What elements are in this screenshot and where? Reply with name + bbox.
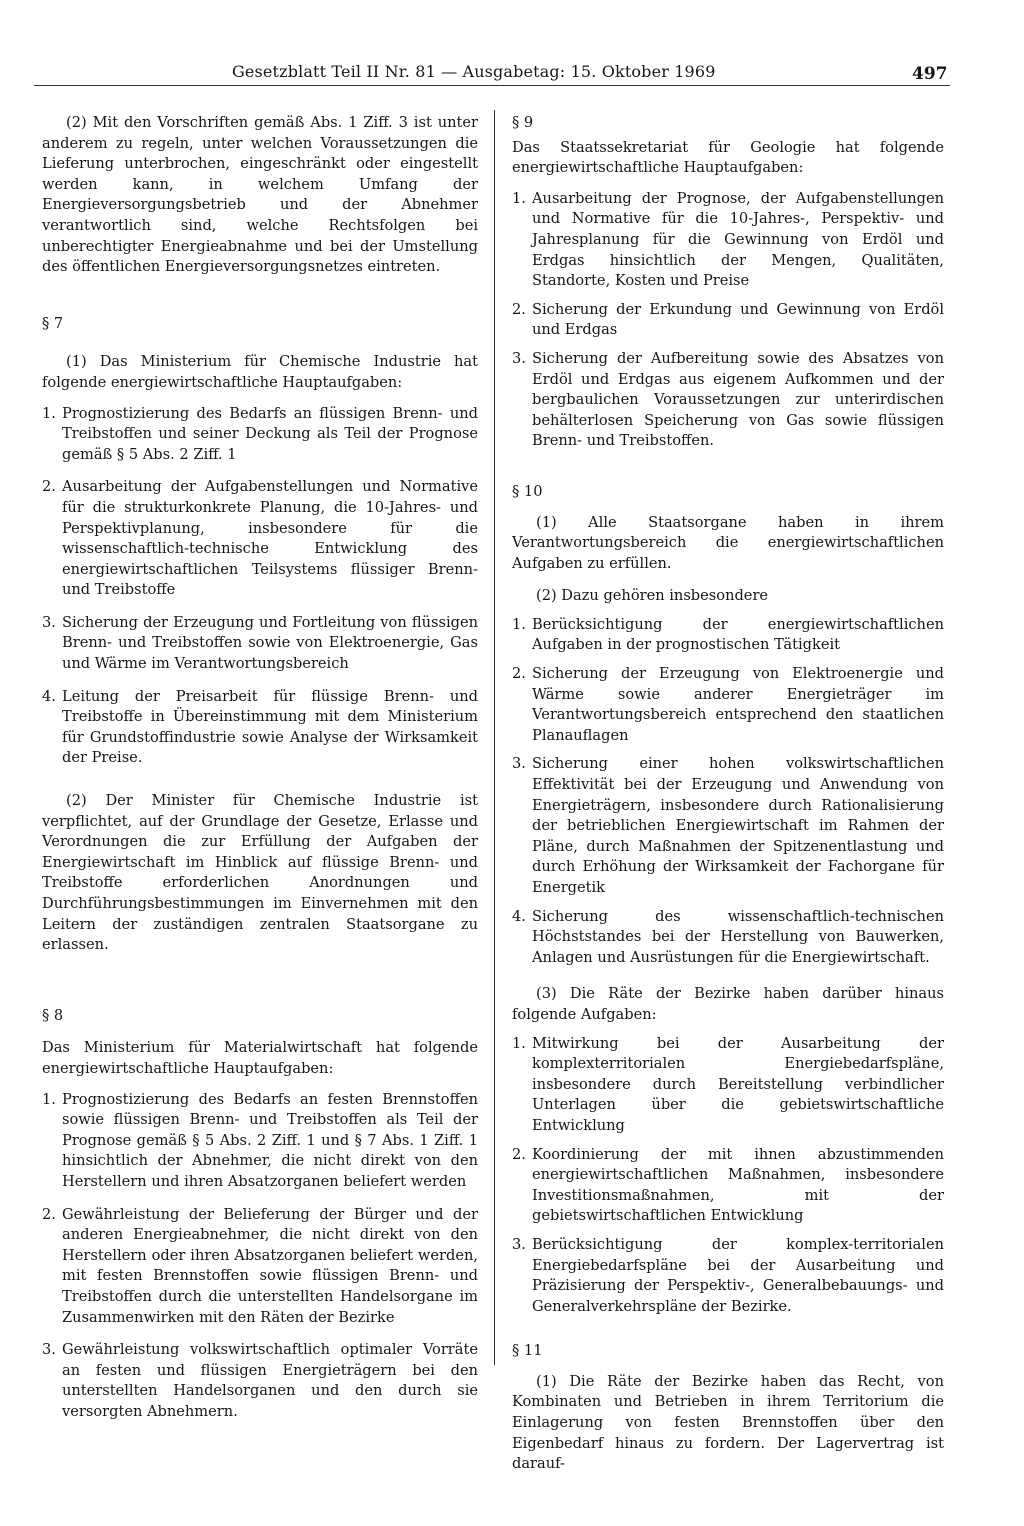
list-number: 2. <box>512 1145 526 1163</box>
header-rule <box>34 85 950 86</box>
list-text: Prognostizierung des Bedarfs an festen Brennstoffen sowie flüssigen Brenn- und Treibstoffen als Teil der Prognose gemäß § 5 Abs. 2 Ziff. 1 und § 7 Abs. 1 Ziff. 1 hinsichtlich der Abnehmer, die nicht direkt von den Herstellern und ihren Absatzorganen beliefert werden <box>62 1090 478 1190</box>
paragraph: (2) Der Minister für Chemische Industrie ist verpflichtet, auf der Grundlage der Gesetze, Erlasse und Verordnungen die zur Erfüllung der Aufgaben der Energiewirtschaft im Hinblick auf flüssige Brenn- und Treibstoffe erforderlichen Anordnungen und Durchführungsbestimmungen im Einvernehmen mit den Leitern der zuständigen zentralen Staatsorgane zu erlassen. <box>42 792 478 954</box>
list-item <box>512 189 944 292</box>
list-text: Sicherung einer hohen volkswirtschaftlichen Effektivität bei der Erzeugung und Anwendung von Energieträgern, insbesondere durch Rationalisierung der betrieblichen Energiewirtschaft im Rahmen der Pläne, durch Maßnahmen der Spitzenentlastung und durch Erhöhung der Wirksamkeit der Fachorgane für Energetik <box>532 755 944 896</box>
list-number: 3. <box>512 755 526 773</box>
list-item <box>512 300 944 341</box>
list-item <box>512 615 944 656</box>
list-item <box>42 613 478 675</box>
list-text: Ausarbeitung der Prognose, der Aufgabenstellungen und Normative für die 10-Jahres-, Perspektiv- und Jahresplanung für die Gewinnung von Erdöl und Erdgas hinsichtlich der Mengen, Qualitäten, Standorte, Kosten und Preise <box>532 189 944 290</box>
list-item <box>42 477 478 601</box>
paragraph: (1) Alle Staatsorgane haben in ihrem Verantwortungsbereich die energiewirtschaftlichen Aufgaben zu erfüllen. <box>512 513 944 572</box>
list-text: Sicherung der Aufbereitung sowie des Absatzes von Erdöl und Erdgas aus eigenem Aufkommen und der bergbaulichen Voraussetzungen zur unterirdischen behälterlosen Speicherung von Gas sowie flüssigen Brenn- und Treibstoffen. <box>532 349 944 450</box>
list-text: Sicherung des wissenschaftlich-technischen Höchststandes bei der Herstellung von Bauwerken, Anlagen und Ausrüstungen für die Energiewirtschaft. <box>532 907 944 966</box>
list-number: 1. <box>512 189 526 207</box>
list-item <box>512 349 944 452</box>
header-title: Gesetzblatt Teil II Nr. 81 — Ausgabetag: 15. Oktober 1969 <box>232 62 716 81</box>
list-number: 1. <box>42 1090 56 1108</box>
list-number: 2. <box>42 478 56 496</box>
list-text: Sicherung der Erkundung und Gewinnung von Erdöl und Erdgas <box>532 300 944 339</box>
list-item <box>512 907 944 969</box>
paragraph: (1) Das Ministerium für Chemische Industrie hat folgende energiewirtschaftliche Hauptaufgaben: <box>42 353 478 391</box>
section-heading-8: § 8 <box>42 1006 64 1024</box>
list-item <box>42 1340 478 1422</box>
paragraph: (1) Die Räte der Bezirke haben das Recht, von Kombinaten und Betrieben in ihrem Territorium die Einlagerung von festen Brennstoffen über den Eigenbedarf hinaus zu fordern. Der Lagervertrag ist darauf- <box>512 1372 944 1473</box>
list-item <box>512 1034 944 1137</box>
list-text: Ausarbeitung der Aufgabenstellungen und Normative für die strukturkonkrete Planung, die 10-Jahres- und Perspektivplanung, insbesondere für die wissenschaftlich-technische Entwicklung des energiewirtschaftlichen Teilsystems flüssiger Brenn- und Treibstoffe <box>62 478 478 599</box>
list-text: Koordinierung der mit ihnen abzustimmenden energiewirtschaftlichen Maßnahmen, insbesondere Investitionsmaßnahmen, mit der gebietswirtschaftlichen Entwicklung <box>532 1145 944 1225</box>
right-column <box>512 113 944 1475</box>
list-number: 2. <box>42 1205 56 1223</box>
list-item <box>512 1145 944 1227</box>
list-item <box>512 754 944 898</box>
section-heading-9: § 9 <box>512 114 534 131</box>
list-text: Mitwirkung bei der Ausarbeitung der komplexterritorialen Energiebedarfspläne, insbesondere durch Bereitstellung verbindlicher Unterlagen über die gebietswirtschaftliche Entwicklung <box>532 1034 944 1134</box>
paragraph: (3) Die Räte der Bezirke haben darüber hinaus folgende Aufgaben: <box>512 985 944 1023</box>
list-text: Sicherung der Erzeugung von Elektroenergie und Wärme sowie anderer Energieträger im Verantwortungsbereich entsprechend den staatlichen Planauflagen <box>532 665 944 744</box>
paragraph: Das Staatssekretariat für Geologie hat folgende energiewirtschaftliche Hauptaufgaben: <box>512 138 944 177</box>
paragraph: Das Ministerium für Materialwirtschaft hat folgende energiewirtschaftliche Hauptaufgaben: <box>42 1039 478 1077</box>
left-column <box>42 113 478 1422</box>
list-text: Leitung der Preisarbeit für flüssige Brenn- und Treibstoffe in Übereinstimmung mit dem Ministerium für Grundstoffindustrie sowie Analyse der Wirksamkeit der Preise. <box>62 687 478 767</box>
list-item <box>512 664 944 746</box>
list-text: Berücksichtigung der energiewirtschaftlichen Aufgaben in der prognostischen Tätigkeit <box>532 615 944 654</box>
paragraph: (2) Dazu gehören insbesondere <box>536 587 769 605</box>
list-number: 2. <box>512 665 526 683</box>
list-number: 4. <box>512 907 526 925</box>
list-number: 3. <box>42 613 56 631</box>
section-heading-7: § 7 <box>42 314 64 332</box>
list-number: 3. <box>42 1341 56 1359</box>
list-number: 1. <box>512 1034 526 1052</box>
list-item <box>42 404 478 466</box>
paragraph: (2) Mit den Vorschriften gemäß Abs. 1 Ziff. 3 ist unter anderem zu regeln, unter welchen Voraussetzungen die Lieferung unterbrochen, eingeschränkt oder eingestellt werden kann, in welchem Umfang der Energieversorgungsbetrieb und der Abnehmer verantwortlich sind, welche Rechtsfolgen bei unberechtigter Energieabnahme und bei der Umstellung des öffentlichen Energieversorgungsnetzes eintreten. <box>42 114 478 276</box>
list-text: Gewährleistung der Belieferung der Bürger und der anderen Energieabnehmer, die nicht direkt von den Herstellern oder ihren Absatzorganen beliefert werden, mit festen Brennstoffen sowie flüssigen Brenn- und Treibstoffen durch die unterstellten Handelsorgane im Zusammenwirken mit den Räten der Bezirke <box>62 1205 478 1326</box>
section-heading-11: § 11 <box>512 1342 543 1360</box>
list-number: 1. <box>42 404 56 422</box>
list-item <box>42 1205 478 1329</box>
list-number: 1. <box>512 615 526 633</box>
list-number: 3. <box>512 349 526 367</box>
list-item <box>512 1235 944 1317</box>
list-text: Prognostizierung des Bedarfs an flüssigen Brenn- und Treibstoffen und seiner Deckung als Teil der Prognose gemäß § 5 Abs. 2 Ziff. 1 <box>62 404 478 463</box>
list-text: Sicherung der Erzeugung und Fortleitung von flüssigen Brenn- und Treibstoffen sowie von Elektroenergie, Gas und Wärme im Verantwortungsbereich <box>62 613 478 673</box>
column-divider <box>494 110 495 1365</box>
list-number: 4. <box>42 687 56 705</box>
list-number: 3. <box>512 1235 526 1253</box>
section-heading-10: § 10 <box>512 482 543 500</box>
list-text: Berücksichtigung der komplex-territorialen Energiebedarfspläne bei der Ausarbeitung und Präzisierung der Perspektiv-, Generalbebauungs- und Generalverkehrspläne der Bezirke. <box>532 1235 944 1315</box>
list-item <box>42 687 478 769</box>
list-text: Gewährleistung volkswirtschaftlich optimaler Vorräte an festen und flüssigen Energieträgern bei den unterstellten Handelsorganen und den durch sie versorgten Abnehmern. <box>62 1341 478 1420</box>
page-number: 497 <box>912 64 948 84</box>
list-item <box>42 1090 478 1193</box>
list-number: 2. <box>512 300 526 318</box>
page-header <box>0 0 1024 100</box>
